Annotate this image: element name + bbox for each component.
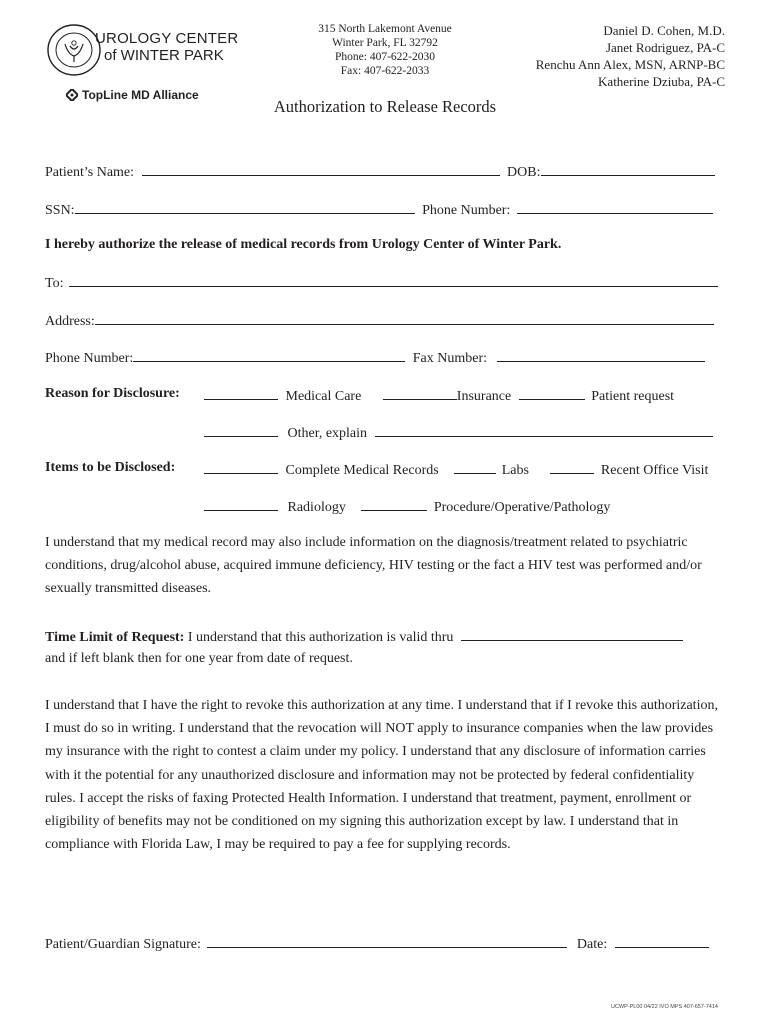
signature-label: Patient/Guardian Signature: — [45, 937, 201, 952]
provider-name: Janet Rodriguez, PA-C — [605, 40, 725, 55]
reason-row-1 — [204, 386, 674, 405]
date-field[interactable] — [615, 934, 709, 948]
other-blank[interactable] — [204, 423, 278, 437]
provider-name: Renchu Ann Alex, MSN, ARNP-BC — [535, 57, 725, 72]
valid-thru-field[interactable] — [461, 627, 683, 641]
authorize-statement: I hereby authorize the release of medical records from Urology Center of Winter Park. — [45, 237, 562, 252]
fax-number-field[interactable] — [497, 348, 705, 362]
address-fax: Fax: 407-622-2033 — [340, 65, 430, 77]
form-code: UCWP-PL00 04/22 IVO MPS 407-657-7414 — [610, 1004, 718, 1010]
reason-label: Reason for Disclosure: — [45, 386, 180, 401]
logo-name-line2: of WINTER PARK — [104, 47, 224, 64]
patient-request-label: Patient request — [591, 389, 675, 404]
to-row — [45, 273, 718, 292]
patient-name-row — [45, 162, 715, 181]
time-limit-label: Time Limit of Request: — [45, 630, 185, 645]
procedure-blank[interactable] — [361, 497, 427, 511]
items-row-1 — [204, 460, 708, 479]
time-limit-text: I understand that this authorization is valid thru — [187, 630, 454, 645]
labs-blank[interactable] — [454, 460, 496, 474]
date-label: Date: — [576, 937, 608, 952]
address-row — [45, 311, 714, 330]
reason-row-2 — [204, 423, 713, 442]
items-label: Items to be Disclosed: — [45, 460, 176, 475]
recent-visit-label: Recent Office Visit — [600, 463, 709, 478]
time-limit-row — [45, 627, 683, 646]
phone-number-label: Phone Number: — [422, 203, 511, 218]
ssn-row — [45, 200, 713, 219]
to-label: To: — [45, 276, 64, 291]
ssn-field[interactable] — [75, 200, 415, 214]
form-title: Authorization to Release Records — [273, 97, 497, 116]
signature-field[interactable] — [207, 934, 567, 948]
logo-name-line1: UROLOGY CENTER — [95, 30, 239, 47]
patient-request-blank[interactable] — [519, 386, 585, 400]
procedure-label: Procedure/Operative/Pathology — [433, 500, 611, 515]
address-field[interactable] — [95, 311, 714, 325]
phone-fax-row — [45, 348, 705, 367]
to-field[interactable] — [69, 273, 718, 287]
provider-list — [536, 22, 725, 90]
labs-label: Labs — [501, 463, 529, 478]
dob-field[interactable] — [541, 162, 715, 176]
dob-label: DOB: — [507, 165, 541, 180]
other-explain-field[interactable] — [375, 423, 713, 437]
phone-number2-field[interactable] — [133, 348, 405, 362]
phone-number-field[interactable] — [517, 200, 713, 214]
address-label: Address: — [45, 314, 95, 329]
ssn-label: SSN: — [45, 203, 75, 218]
insurance-blank[interactable] — [383, 386, 457, 400]
address-street: 315 North Lakemont Avenue — [318, 23, 452, 35]
recent-visit-blank[interactable] — [550, 460, 594, 474]
medical-care-blank[interactable] — [204, 386, 278, 400]
signature-row — [45, 934, 709, 953]
complete-records-label: Complete Medical Records — [285, 463, 439, 478]
insurance-label: Insurance — [456, 389, 512, 404]
medical-care-label: Medical Care — [285, 389, 362, 404]
records-disclosure-paragraph: I understand that my medical record may also include information on the diagnosis/treatment related to psychiatric conditions, drug/alcohol abuse, acquired immune deficiency, HIV testing or the fact a HIV test was performed and/or sexually transmitted diseases. — [45, 535, 702, 597]
address-city: Winter Park, FL 32792 — [332, 37, 438, 49]
patient-name-field[interactable] — [142, 162, 500, 176]
revoke-paragraph: I understand that I have the right to revoke this authorization at any time. I understand that if I revoke this authorization, I must do so in writing. I understand that the revocation will NOT apply to insurance companies when the law provides my insurance with the right to contest a claim under my policy. I understand that any disclosure of information carries with it the potential for any unauthorized disclosure and information may not be protected by federal confidentiality rules. I accept the risks of faxing Protected Health Information. I understand that treatment, payment, enrollment or eligibility of benefits may not be conditioned on my signing this authorization except by law. I understand that in compliance with Florida Law, I may be required to pay a fee for supplying records. — [45, 698, 718, 853]
complete-records-blank[interactable] — [204, 460, 278, 474]
provider-name: Katherine Dziuba, PA-C — [598, 74, 725, 89]
radiology-blank[interactable] — [204, 497, 278, 511]
other-explain-label: Other, explain — [287, 426, 368, 441]
alliance-label: TopLine MD Alliance — [82, 88, 199, 102]
clinic-address — [300, 22, 470, 78]
address-phone: Phone: 407-622-2030 — [335, 51, 435, 63]
radiology-label: Radiology — [287, 500, 346, 515]
patient-name-label: Patient’s Name: — [45, 165, 135, 180]
items-row-2 — [204, 497, 610, 516]
provider-name: Daniel D. Cohen, M.D. — [603, 23, 725, 38]
fax-number-label: Fax Number: — [412, 351, 488, 366]
phone-number2-label: Phone Number: — [45, 351, 134, 366]
time-limit-tail: and if left blank then for one year from date of request. — [45, 651, 353, 666]
